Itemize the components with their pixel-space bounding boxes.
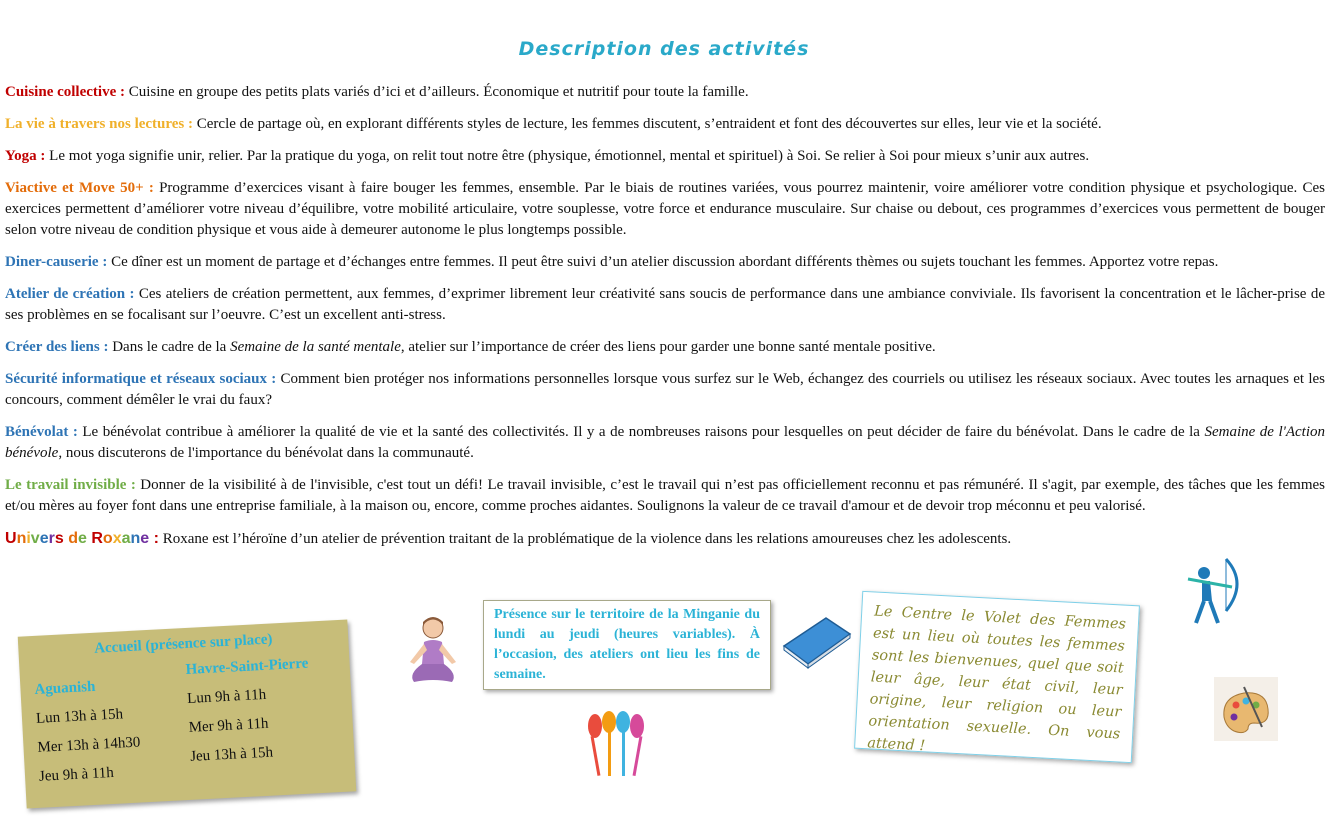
activity-item: [5, 178, 1325, 241]
activity-label: Diner-causerie :: [5, 254, 108, 270]
havre-column: [185, 656, 314, 778]
activities-list: [5, 82, 1325, 561]
activity-text: Ces ateliers de création permettent, aux femmes, d’exprimer librement leur créativité sans soucis de performance dans une ambiance conviviale. Ils favorisent la concentration et le lâcher-prise de ses problèmes en se focalisant sur l’oeuvre. C’est un excellent anti-stress.: [5, 286, 1325, 323]
activity-item: [5, 284, 1325, 326]
roxane-letter: e: [77, 530, 87, 547]
schedule-row: Mer 9h à 11h: [188, 715, 269, 736]
havre-heading: Havre-Saint-Pierre: [185, 655, 309, 678]
activity-label: Cuisine collective :: [5, 84, 125, 100]
activity-label: Yoga :: [5, 148, 46, 164]
yoga-woman-icon: [400, 612, 466, 688]
activity-label: Sécurité informatique et réseaux sociaux :: [5, 371, 277, 387]
roxane-letter: e: [39, 530, 49, 547]
schedule-row: Mer 13h à 14h30: [37, 734, 141, 756]
roxane-letter: n: [16, 530, 27, 547]
aguanish-column: [34, 677, 143, 798]
activity-event-name: Semaine de l'Action bénévole: [5, 424, 1325, 461]
activity-text: Le mot yoga signifie unir, relier. Par la pratique du yoga, on relit tout notre être (physique, émotionnel, mental et spirituel) à Soi. Se relier à Soi pour mieux s’unir aux autres.: [49, 148, 1090, 164]
activity-text: Cuisine en groupe des petits plats variés d’ici et d’ailleurs. Économique et nutritif pour toute la famille.: [128, 84, 749, 100]
kitchen-utensils-icon: [583, 708, 653, 780]
schedule-row: Lun 13h à 15h: [35, 706, 124, 727]
roxane-letter: :: [149, 530, 159, 547]
activity-item: [5, 114, 1325, 135]
activity-item: [5, 146, 1325, 167]
activity-roxane: [5, 528, 1325, 550]
archer-icon: [1182, 555, 1246, 627]
activity-text: Dans le cadre de la: [112, 339, 231, 355]
activity-label: Atelier de création :: [5, 286, 135, 302]
activity-item: [5, 422, 1325, 464]
aguanish-heading: Aguanish: [34, 678, 96, 698]
roxane-letter: r: [48, 530, 55, 547]
centre-note: Le Centre le Volet des Femmes est un lieu où toutes les femmes sont les bienvenues, quel que soit leur âge, leur état civil, leur origine, leur religion ou leur orientation sexuelle. On vous attend !: [854, 591, 1140, 763]
activity-text: Programme d’exercices visant à faire bouger les femmes, ensemble. Par le biais de routines variées, vous pourrez maintenir, voire améliorer votre condition physique et psychologique. Ces exercices permettent d’améliorer votre niveau d’équilibre, votre mobilité articulaire, votre souplesse, votre force et endurance musculaire. Sur chaise ou debout, ces programmes d’exercices vous permettent de bouger selon votre niveau de condition physique et vous aide à demeurer autonome le plus longtemps possible.: [5, 180, 1326, 238]
roxane-letter: e: [140, 530, 150, 547]
page-title: Description des activités: [518, 38, 810, 60]
activity-text: , atelier sur l’importance de créer des liens pour garder une bonne santé mentale positive.: [400, 339, 936, 355]
roxane-letter: s: [54, 530, 64, 547]
roxane-letter: o: [102, 530, 113, 547]
activity-label: Viactive et Move 50+ :: [5, 180, 154, 196]
activity-item: [5, 369, 1325, 411]
roxane-letter: d: [68, 530, 78, 547]
activity-label: Créer des liens :: [5, 339, 109, 355]
roxane-letter: R: [91, 530, 103, 547]
activity-label: [5, 530, 159, 547]
activity-item: [5, 475, 1325, 517]
activity-text: Le bénévolat contribue à améliorer la qualité de vie et la santé des collectivités. Il y a de nombreuses raisons pour lesquelles on peut décider de faire du bénévolat. Dans le cadre de la: [82, 424, 1205, 440]
schedule-row: Lun 9h à 11h: [186, 686, 267, 707]
accueil-note: [18, 619, 357, 808]
roxane-letter: a: [121, 530, 131, 547]
roxane-letter: x: [112, 530, 122, 547]
activity-text: , nous discuterons de l'importance du bénévolat dans la communauté.: [58, 445, 474, 461]
activity-label: Bénévolat :: [5, 424, 78, 440]
activity-text: Cercle de partage où, en explorant différents styles de lecture, les femmes discutent, s’entraident et font des découvertes sur elles, leur vie et la société.: [196, 116, 1102, 132]
roxane-letter: n: [130, 530, 141, 547]
activity-text: Roxane est l’héroïne d’un atelier de prévention traitant de la problématique de la violence dans les relations amoureuses chez les adolescents.: [162, 531, 1012, 547]
roxane-letter: v: [30, 530, 40, 547]
activity-event-name: Semaine de la santé mentale: [230, 339, 401, 355]
roxane-letter: U: [5, 530, 17, 547]
activity-text: Ce dîner est un moment de partage et d’échanges entre femmes. Il peut être suivi d’un atelier discussion abordant différents thèmes ou sujets touchant les femmes. Apportez votre repas.: [111, 254, 1219, 270]
roxane-letter: i: [26, 530, 31, 547]
presence-note: Présence sur le territoire de la Minganie du lundi au jeudi (heures variables). À l’occasion, des ateliers ont lieu les fins de semaine.: [483, 600, 771, 690]
activity-label: La vie à travers nos lectures :: [5, 116, 194, 132]
activity-text: Donner de la visibilité à de l'invisible, c'est tout un défi! Le travail invisible, c’est le travail qui n’est pas officiellement reconnu et pas rémunéré. Il s'agit, par exemple, des tâches que les femmes et/ou mères au foyer font dans une entreprise familiale, à la maison ou, encore, comme proches aidantes. Soulignons la valeur de ce travail d'amour et de devoir trop méconnu et peu valorisé.: [5, 477, 1325, 514]
activity-item: [5, 337, 1325, 358]
schedule-row: Jeu 13h à 15h: [189, 744, 274, 765]
activity-item: [5, 252, 1325, 273]
accueil-title: Accueil (présence sur place): [93, 631, 273, 657]
activity-label: Le travail invisible :: [5, 477, 136, 493]
activity-item: [5, 82, 1325, 103]
paint-palette-icon: [1214, 677, 1278, 741]
activity-text: Comment bien protéger nos informations personnelles lorsque vous surfez sur le Web, échangez des courriels ou utilisez les réseaux sociaux. Avec toutes les arnaques et les concours, comment démêler le vrai du faux?: [5, 371, 1325, 408]
schedule-row: Jeu 9h à 11h: [38, 764, 115, 785]
book-icon: [778, 612, 854, 670]
